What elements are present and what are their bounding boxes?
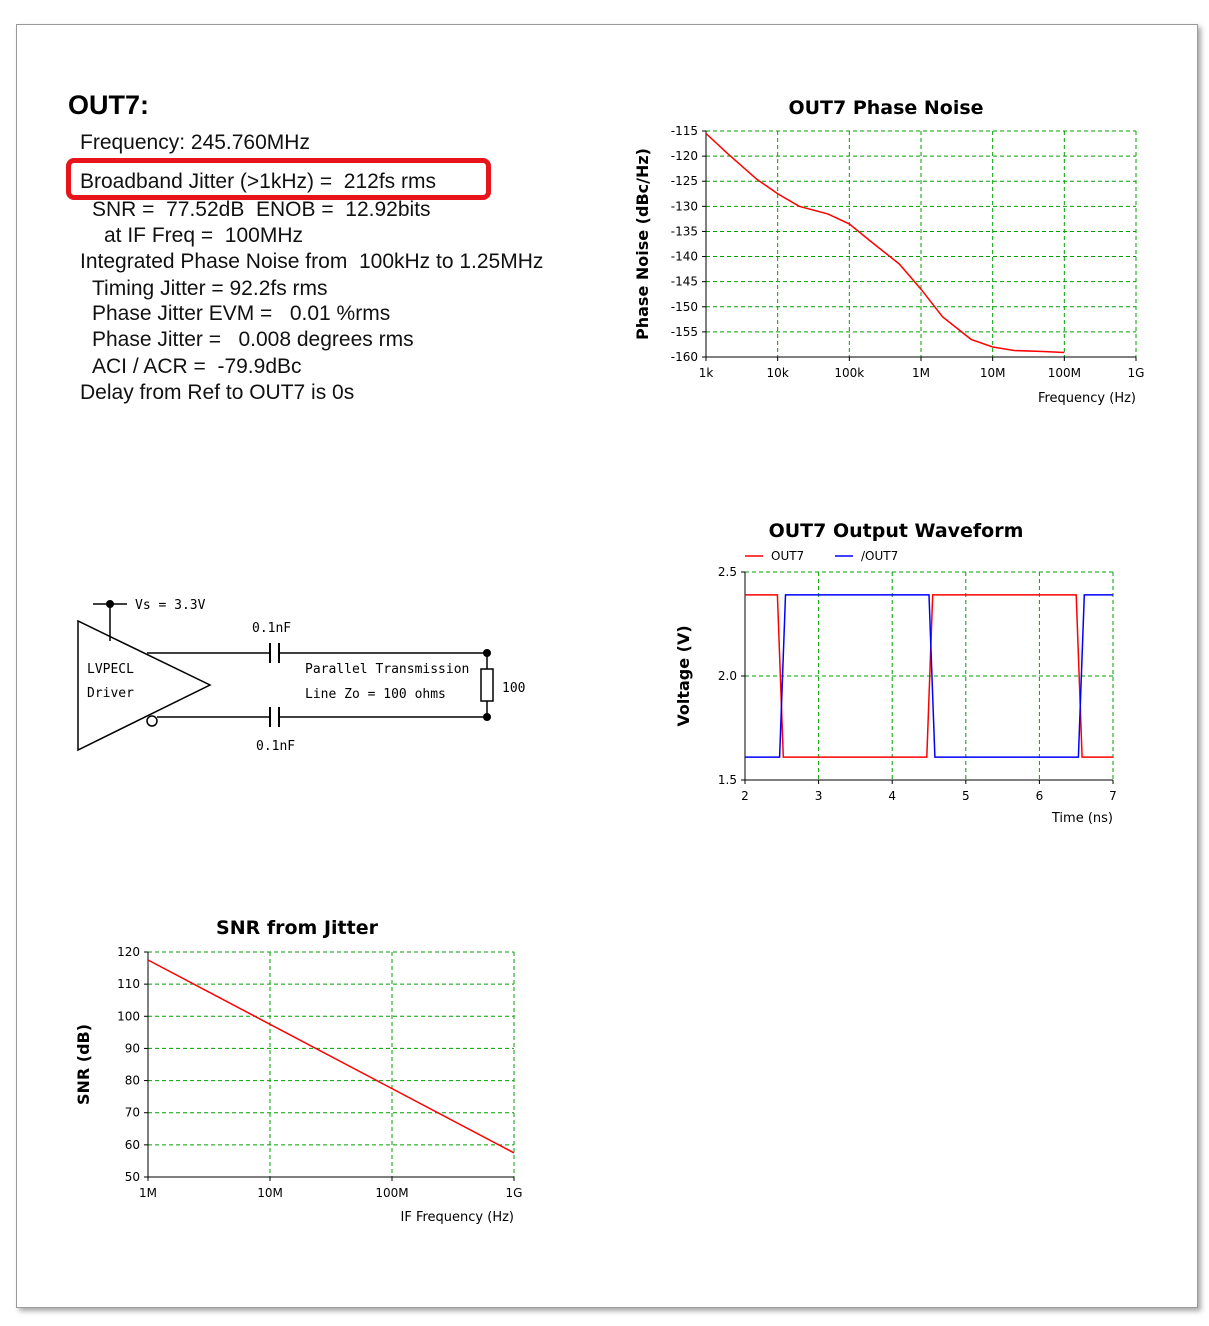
snr-title: SNR from Jitter: [216, 917, 378, 939]
integrated-pn-line: Integrated Phase Noise from 100kHz to 1.25MHz: [80, 250, 544, 273]
phase_noise-xtick-label: 1k: [698, 366, 714, 380]
waveform-legend-label-0: OUT7: [771, 549, 805, 563]
phase_noise-ytick-label: -115: [670, 124, 698, 138]
circuit-diagram: [65, 585, 545, 770]
node-top: [483, 649, 491, 657]
delay-line: Delay from Ref to OUT7 is 0s: [80, 381, 355, 404]
phase_noise-ytick-label: -140: [670, 249, 698, 264]
snr-ytick-label: 110: [117, 977, 140, 992]
if-freq-line: at IF Freq = 100MHz: [104, 224, 303, 247]
phase_noise-ytick-label: -125: [670, 174, 698, 189]
snr-ylabel: SNR (dB): [74, 1023, 93, 1106]
phase_noise-ytick-label: -120: [670, 149, 698, 164]
phase_noise-xtick-label: 100M: [1047, 366, 1081, 380]
snr-xtick-label: 1M: [139, 1186, 157, 1200]
phase_noise-ytick-label: -160: [670, 350, 698, 364]
waveform-xtick-label: 2: [741, 789, 749, 803]
waveform-ytick-label: 2.5: [717, 565, 737, 579]
phase-noise-chart: [620, 90, 1160, 420]
snr-xtick-label: 1G: [505, 1186, 523, 1200]
snr-ytick-label: 70: [124, 1105, 140, 1120]
phase_noise-ytick-label: -150: [670, 299, 698, 314]
phase_noise-ytick-label: -135: [670, 224, 698, 239]
tline-label-1: Parallel Transmission: [305, 662, 470, 677]
broadband-jitter-line: Broadband Jitter (>1kHz) = 212fs rms: [80, 170, 436, 193]
waveform-title: OUT7 Output Waveform: [768, 520, 1024, 542]
timing-jitter-line: Timing Jitter = 92.2fs rms: [92, 277, 328, 300]
phase_noise-ytick-label: -145: [670, 274, 698, 289]
snr-ytick-label: 120: [117, 945, 140, 959]
inverting-bubble: [147, 716, 157, 726]
waveform-series-out7: [745, 595, 1113, 757]
driver-label-1: LVPECL: [87, 662, 134, 677]
phase_noise-xtick-label: 10k: [766, 366, 789, 380]
phase_noise-xtick-label: 1G: [1127, 366, 1145, 380]
snr-ytick-label: 80: [124, 1073, 140, 1088]
phase_noise-xtick-label: 1M: [912, 366, 930, 380]
output-heading: OUT7:: [68, 90, 149, 120]
phase_noise-title: OUT7 Phase Noise: [788, 97, 984, 119]
waveform-ytick-label: 1.5: [717, 773, 737, 787]
waveform-xtick-label: 5: [961, 789, 970, 803]
phase_noise-ytick-label: -130: [670, 199, 698, 214]
waveform-xtick-label: 7: [1109, 789, 1117, 803]
snr-xlabel: IF Frequency (Hz): [400, 1210, 514, 1225]
waveform-ytick-label: 2.0: [717, 669, 737, 683]
phase_noise-ylabel: Phase Noise (dBc/Hz): [633, 148, 652, 340]
waveform-chart: [665, 513, 1135, 833]
driver-label-2: Driver: [87, 686, 134, 701]
cap-bottom-label: 0.1nF: [256, 739, 296, 754]
phase_noise-xtick-label: 10M: [979, 366, 1006, 380]
waveform-xtick-label: 6: [1035, 789, 1044, 803]
supply-node: [106, 600, 114, 608]
phase_noise-series-out7: [706, 134, 1064, 353]
tline-label-2: Line Zo = 100 ohms: [305, 687, 446, 702]
phase-jitter-deg-line: Phase Jitter = 0.008 degrees rms: [92, 328, 414, 351]
vs-label: Vs = 3.3V: [135, 598, 206, 613]
resistor-label: 100: [502, 681, 526, 696]
phase_noise-xtick-label: 100k: [834, 366, 865, 380]
frequency-line: Frequency: 245.760MHz: [80, 131, 310, 154]
snr-xtick-label: 10M: [257, 1186, 283, 1200]
phase-jitter-evm-line: Phase Jitter EVM = 0.01 %rms: [92, 302, 391, 325]
snr-ytick-label: 50: [124, 1170, 140, 1184]
phase_noise-xlabel: Frequency (Hz): [1037, 391, 1136, 406]
snr-enob-line: SNR = 77.52dB ENOB = 12.92bits: [92, 198, 431, 221]
snr-ytick-label: 100: [117, 1009, 140, 1024]
aci-acr-line: ACI / ACR = -79.9dBc: [92, 355, 302, 378]
waveform-legend-label-1: /OUT7: [861, 549, 899, 563]
phase_noise-ytick-label: -155: [670, 324, 698, 339]
snr-ytick-label: 60: [124, 1137, 140, 1152]
waveform-xlabel: Time (ns): [1051, 811, 1113, 826]
waveform-xtick-label: 3: [814, 789, 823, 803]
snr-xtick-label: 100M: [375, 1186, 409, 1200]
waveform-ylabel: Voltage (V): [674, 625, 693, 727]
resistor-body: [481, 669, 493, 701]
snr-ytick-label: 90: [124, 1041, 140, 1056]
snr-chart: [65, 910, 545, 1240]
node-bottom: [483, 713, 491, 721]
snr-series-snr: [148, 960, 514, 1153]
cap-top-label: 0.1nF: [252, 621, 292, 636]
waveform-xtick-label: 4: [888, 789, 897, 803]
